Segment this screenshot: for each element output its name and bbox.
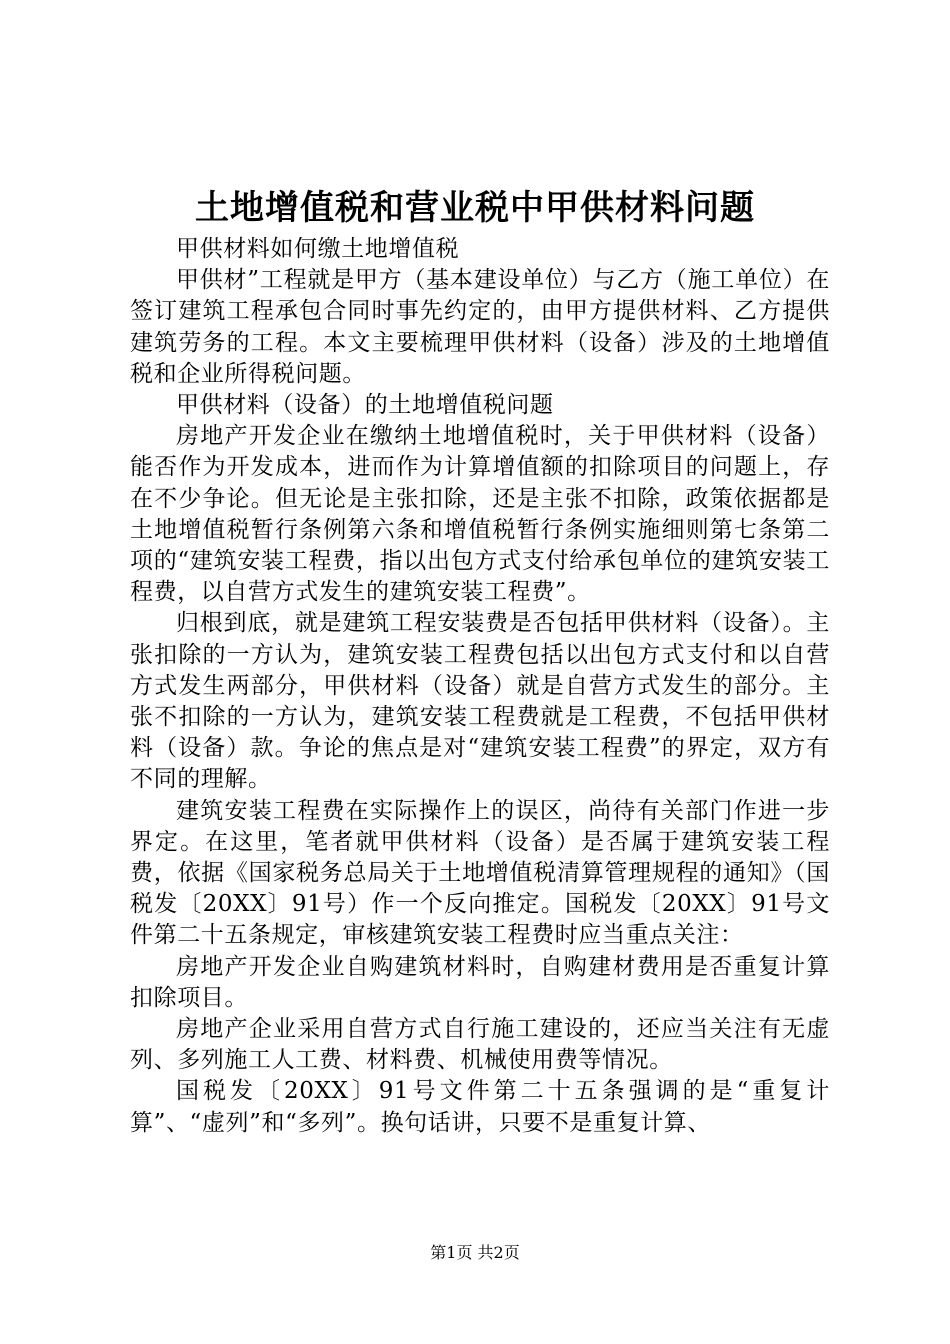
paragraph: 归根到底，就是建筑工程安装费是否包括甲供材料（设备）。主张扣除的一方认为，建筑安装工程费包括以出包方式支付和以自营方式发生两部分，甲供材料（设备）就是自营方式发生的部分。主张不扣除的一方认为，建筑安装工程费就是工程费，不包括甲供材料（设备）款。争论的焦点是对“建筑安装工程费”的界定，双方有不同的理解。 — [130, 610, 830, 793]
paragraph: 国税发〔20XX〕91号文件第二十五条强调的是“重复计算”、“虚列”和“多列”。换句话讲，只要不是重复计算、 — [130, 1078, 830, 1136]
paragraph: 建筑安装工程费在实际操作上的误区，尚待有关部门作进一步界定。在这里，笔者就甲供材料（设备）是否属于建筑安装工程费，依据《国家税务总局关于土地增值税清算管理规程的通知》（国税发〔20XX〕91号）作一个反向推定。国税发〔20XX〕91号文件第二十五条规定，审核建筑安装工程费时应当重点关注： — [130, 797, 830, 949]
document-body — [130, 234, 830, 1139]
document-title: 土地增值税和营业税中甲供材料问题 — [195, 188, 755, 228]
paragraph: 甲供材”工程就是甲方（基本建设单位）与乙方（施工单位）在签订建筑工程承包合同时事先约定的，由甲方提供材料、乙方提供建筑劳务的工程。本文主要梳理甲供材料（设备）涉及的土地增值税和企业所得税问题。 — [130, 267, 830, 387]
paragraph: 房地产开发企业自购建筑材料时，自购建材费用是否重复计算扣除项目。 — [130, 953, 830, 1011]
paragraph: 房地产开发企业在缴纳土地增值税时，关于甲供材料（设备）能否作为开发成本，进而作为计算增值额的扣除项目的问题上，存在不少争论。但无论是主张扣除，还是主张不扣除，政策依据都是土地增值税暂行条例第六条和增值税暂行条例实施细则第七条第二项的“建筑安装工程费，指以出包方式支付给承包单位的建筑安装工程费，以自营方式发生的建筑安装工程费”。 — [130, 423, 830, 606]
paragraph: 甲供材料如何缴土地增值税 — [176, 236, 460, 262]
paragraph: 房地产企业采用自营方式自行施工建设的，还应当关注有无虚列、多列施工人工费、材料费、机械使用费等情况。 — [130, 1016, 830, 1074]
paragraph: 甲供材料（设备）的土地增值税问题 — [176, 392, 554, 419]
page-footer: 第1页 共2页 — [430, 1243, 520, 1262]
